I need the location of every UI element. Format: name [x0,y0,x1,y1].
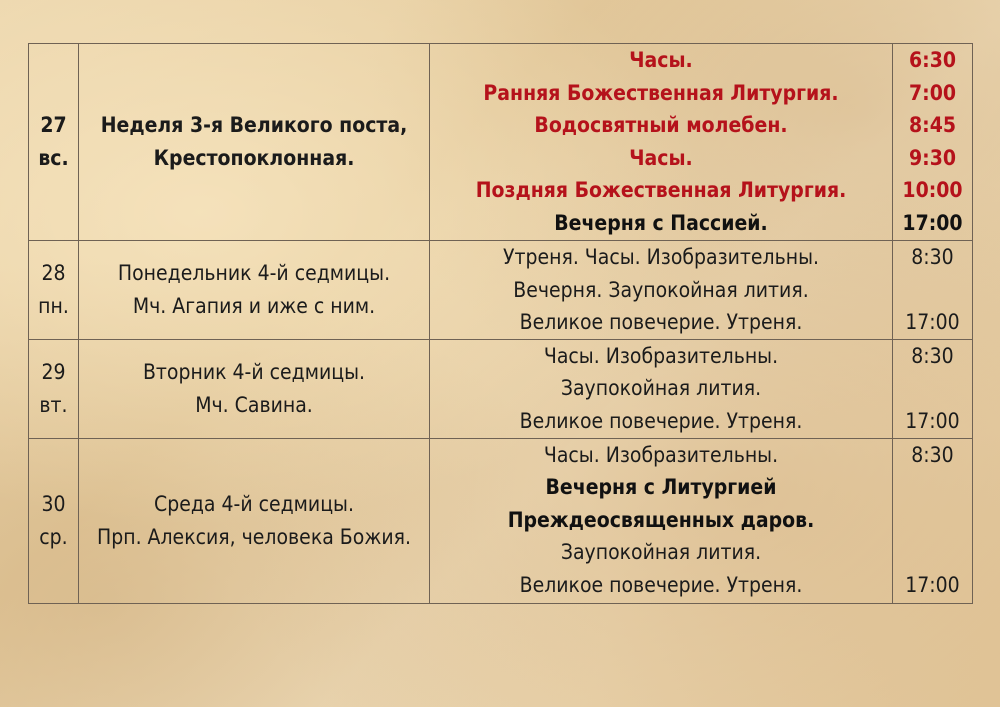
weekday: пн. [38,293,69,318]
service-item: Великое повечерие. Утреня. [519,310,803,335]
schedule-row-29 [29,339,973,438]
service-time-empty [893,372,972,405]
service-time: 17:00 [905,572,960,597]
day-number: 28 [41,261,66,286]
service-item: Преждеосвященных даров. [507,507,815,532]
feast-cell [79,44,430,241]
day-number: 30 [41,491,66,516]
weekday: вт. [39,392,68,417]
service-item: Часы. Изобразительны. [543,442,779,467]
service-time: 8:45 [909,113,956,138]
service-time: 17:00 [905,310,960,335]
times-cell [893,438,973,603]
service-time: 17:00 [905,408,960,433]
feast-subtitle: Мч. Агапия и иже с ним. [132,293,376,318]
schedule-row-30 [29,438,973,603]
service-item: Ранняя Божественная Литургия. [483,80,839,105]
feast-title: Неделя 3-я Великого поста, [100,113,408,138]
service-item: Часы. [629,145,693,170]
service-item: Великое повечерие. Утреня. [519,572,803,597]
service-time: 17:00 [902,210,963,235]
service-item: Часы. [629,48,693,72]
schedule-row-28 [29,241,973,340]
services-cell [430,44,893,241]
schedule-page [28,43,972,604]
schedule-row-27 [29,44,973,241]
feast-title: Понедельник 4-й седмицы. [117,261,391,286]
service-item: Вечерня с Литургией [545,475,777,500]
service-item: Вечерня с Пассией. [554,210,768,235]
date-cell [29,44,79,241]
service-time: 9:30 [909,145,956,170]
feast-cell [79,241,430,340]
times-cell [893,241,973,340]
service-item: Заупокойная лития. [560,540,762,565]
service-time: 8:30 [911,343,954,368]
feast-cell [79,339,430,438]
feast-subtitle: Крестопоклонная. [153,146,355,170]
service-time-empty [893,504,972,537]
times-cell [893,44,973,241]
feast-title: Среда 4-й седмицы. [154,491,354,516]
weekday: ср. [39,524,68,549]
service-time: 8:30 [911,442,954,467]
feast-subtitle: Мч. Савина. [195,392,313,417]
service-time: 10:00 [902,178,963,203]
service-item: Поздняя Божественная Литургия. [475,178,847,203]
day-number: 27 [40,113,67,138]
services-cell [430,241,893,340]
service-item: Часы. Изобразительны. [543,343,779,368]
service-time-empty [893,471,972,504]
service-time: 8:30 [911,245,954,269]
date-cell [29,438,79,603]
service-time-empty [893,274,972,307]
service-time: 7:00 [909,80,956,105]
feast-subtitle: Прп. Алексия, человека Божия. [97,524,411,549]
weekday: вс. [38,146,69,170]
service-time-empty [893,536,972,569]
services-cell [430,438,893,603]
feast-title: Вторник 4-й седмицы. [142,360,366,385]
times-cell [893,339,973,438]
service-time: 6:30 [909,48,956,72]
service-item: Водосвятный молебен. [534,113,788,138]
day-number: 29 [41,360,66,385]
service-item: Утреня. Часы. Изобразительны. [502,245,820,269]
date-cell [29,339,79,438]
feast-cell [79,438,430,603]
schedule-table [28,43,973,604]
date-cell [29,241,79,340]
service-item: Заупокойная лития. [560,376,762,401]
service-item: Вечерня. Заупокойная лития. [513,277,809,302]
service-item: Великое повечерие. Утреня. [519,408,803,433]
services-cell [430,339,893,438]
